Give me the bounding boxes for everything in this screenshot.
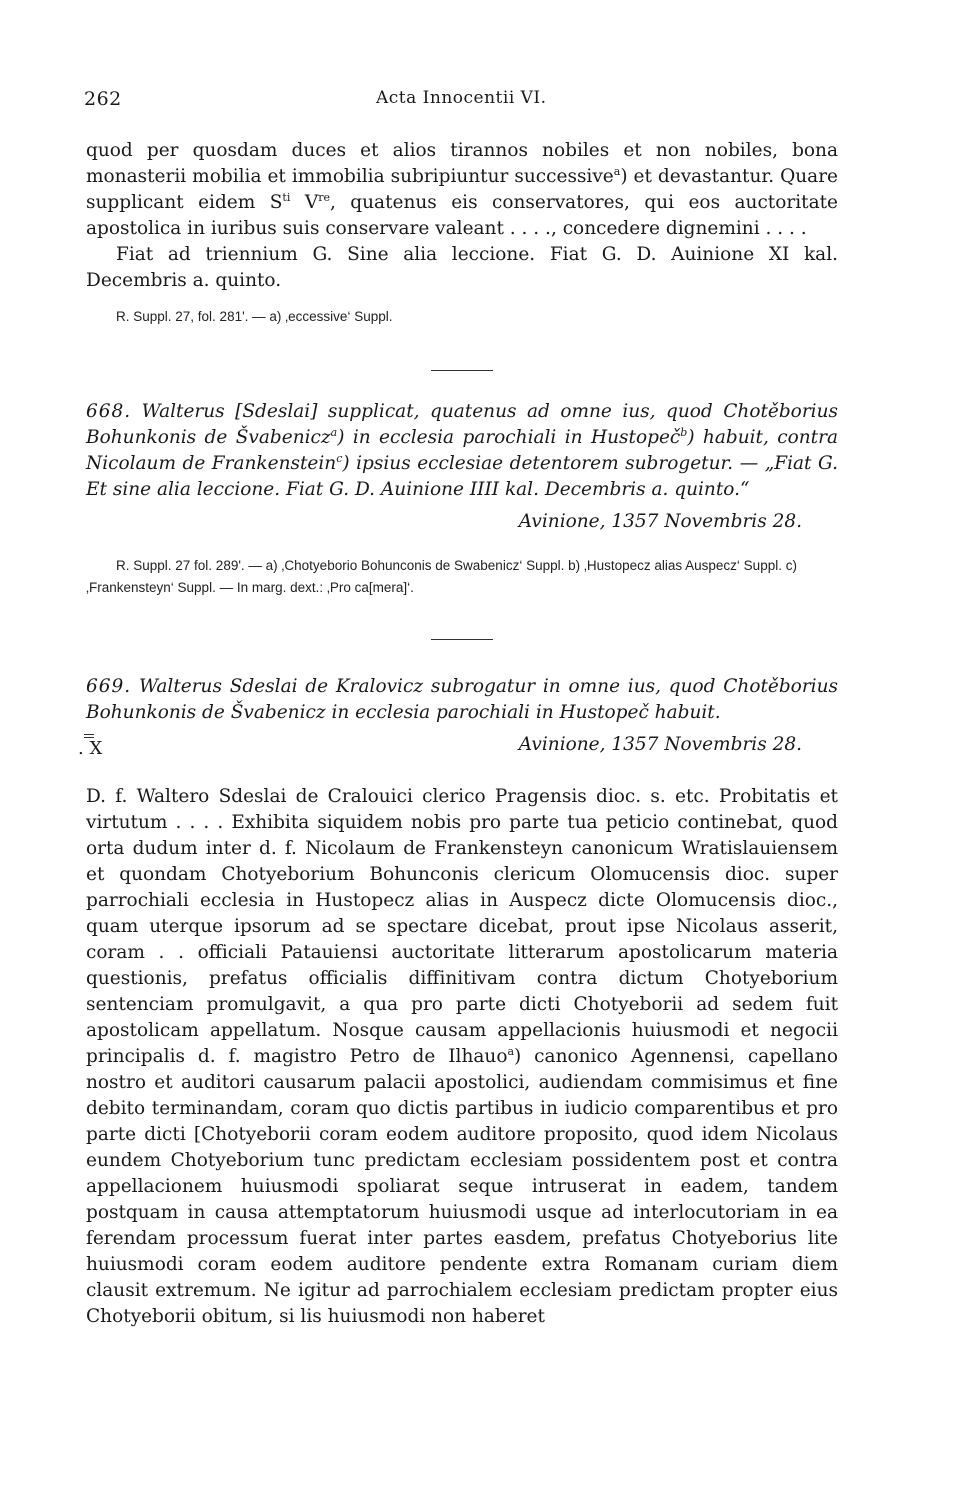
marginal-mark-text: . X [78,738,103,759]
section-divider [431,370,493,371]
charter-text-1: D. f. Waltero Sdeslai de Cralouici clerico Pragensis dioc. s. etc. Probitatis et virtutum . . . . Exhibita siquidem nobis pro parte tua peticio continebat, quod orta dudum inter d. f. Nicolaum de Frankensteyn canonicum Wratislauiensem et quondam Chotyeborium Bohunconis clericum Olomucensis dioc. super parrochiali ecclesia in Hustopecz alias in Auspecz dicte Olomucensis dioc., quam uterque ipsorum ad se spectare dicebat, prout ipse Nicolaus asserit, coram . . officiali Patauiensi auctoritate litterarum apostolicarum materia questionis, prefatus officialis diffinitivam contra dictum Chotyeborium sentenciam promulgavit, a qua pro parte dicti Chotyeborii ad sedem fuit apostolicam appellatum. Nosque causam appellacionis huiusmodi et negocii principalis d. f. magistro Petro de Ilhauo [86,786,838,1067]
prev-text-1: quod per quosdam duces et alios tirannos nobiles et non nobiles, bona monasterii mobilia et immobilia subripiuntur successive [86,140,838,187]
page-number: 262 [84,88,122,110]
footnote-marker-a: a [330,425,338,439]
entry-669-charter-text [86,784,838,1330]
document-page [78,78,838,1330]
entry-669-heading-text: Walterus Sdeslai de Kralovicz subrogatur in omne ius, quod Chotěborius Bohunkonis de Švabenicz in ecclesia parochiali in Hustopeč habuit. [86,676,838,723]
entry-669-place-date: Avinione, 1357 Novembris 28. [518,734,802,755]
entry-668-h3: ) habuit, contra Nicolaum de Frankenstein [86,427,838,474]
running-head [86,78,838,118]
footnote-marker-c: c [336,451,343,465]
marginal-mark [78,734,102,758]
entry-669-number: 669. [86,676,132,697]
fiat-line: Fiat ad triennium G. Sine alia leccione. Fiat G. D. Auinione XI kal. Decembris a. quinto. [86,244,838,291]
superscript-re: re [318,190,330,204]
entry-669-date-row [78,732,838,762]
entry-668-place-date: Avinione, 1357 Novembris 28. [518,511,802,532]
prev-text-2: ) et devastantur. Quare supplicant eidem S [86,166,838,213]
marginal-bar [84,734,94,735]
section-divider [431,639,493,640]
prev-text-4: , quatenus eis conservatores, qui eos auctoritate apostolica in iuribus suis conservare valeant . . . ., concedere dignemini . . . . [86,192,838,239]
entry-668-h4: ) ipsius ecclesiae detentorem subrogetur. — „Fiat G. Et sine alia leccione. Fiat G. D. Auinione IIII kal. Decembris a. quinto.“ [86,453,838,500]
entry-668-h1: Walterus [Sdeslai] supplicat, quatenus ad omne ius, quod Chotěborius Bohunkonis de Švabenicz [86,401,838,448]
running-title: Acta Innocentii VI. [376,88,547,108]
superscript-ti: ti [282,190,291,204]
entry-669-heading [86,674,838,726]
charter-text-2: ) canonico Agennensi, capellano nostro et auditori causarum palacii apostolici, audiendam commisimus et fine debito terminandam, coram quo dictis partibus in iudicio comparentibus et pro parte dicti [Chotyeborii coram eodem auditore proposito, quod idem Nicolaus eundem Chotyeborium tunc predictam ecclesiam possidentem post et contra appellacionem huiusmodi spoliarat seque intruserat in eadem, tandem postquam in causa attemptatorum huiusmodi usque ad interlocutoriam in ea ferendam processum fuerat inter partes easdem, prefatus Chotyeborius lite huiusmodi coram eodem auditore pendente extra Romanam curiam diem clausit extremum. Ne igitur ad parrochialem ecclesiam predictam propter eius Chotyeborii obitum, si lis huiusmodi non haberet [86,1046,838,1327]
footnote-marker-a: a [507,1044,515,1058]
footnote-marker-b: b [680,425,688,439]
entry-668-notes: R. Suppl. 27 fol. 289'. — a) ‚Chotyeborio Bohunconis de Swabenicz‘ Suppl. b) ‚Hustopecz alias Auspecz‘ Suppl. c) ‚Frankensteyn‘ Suppl. — In marg. dext.: ‚Pro ca[mera]‘. [86,558,797,595]
entry-668-h2: ) in ecclesia parochiali in Hustopeč [337,427,681,448]
entry-668-heading [86,399,838,503]
previous-entry-notes: R. Suppl. 27, fol. 281'. — a) ‚eccessive‘ Suppl. [116,309,393,324]
prev-text-3: V [290,192,319,213]
entry-668-number: 668. [86,401,132,422]
previous-entry-text [86,138,838,242]
footnote-marker-a: a [613,164,621,178]
